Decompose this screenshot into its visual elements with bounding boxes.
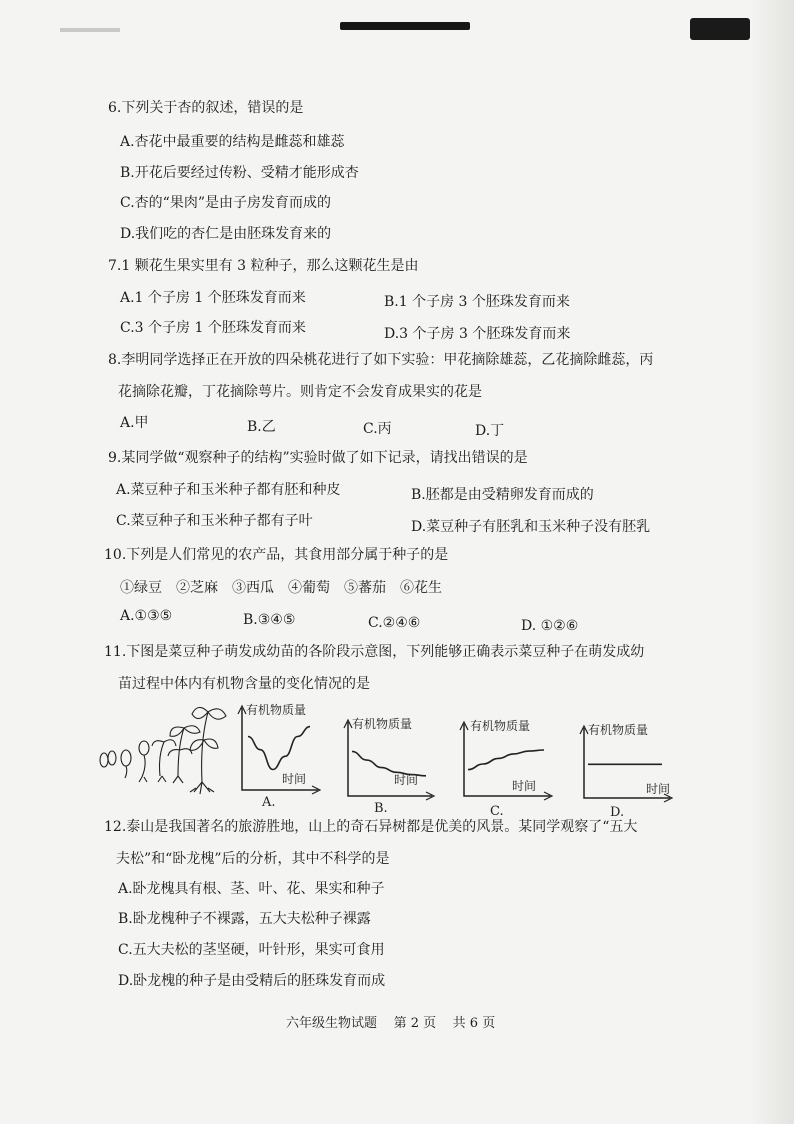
scan-shadow — [750, 0, 794, 1124]
chart-b-ylabel: 有机物质量 — [352, 717, 413, 731]
question-12-option-c: C.五大夫松的茎坚硬，叶针形，果实可食用 — [118, 942, 385, 958]
question-12-option-d: D.卧龙槐的种子是由受精后的胚珠发育而成 — [118, 973, 386, 989]
chart-d-ylabel: 有机物质量 — [588, 723, 649, 737]
chart-d-label: D. — [610, 805, 625, 820]
question-8-option-a: A.甲 — [120, 415, 149, 431]
chart-c-label: C. — [490, 804, 504, 819]
chart-c-axes — [464, 724, 550, 796]
chart-a-ylabel: 有机物质量 — [246, 703, 307, 717]
seedling-stages-illustration — [100, 707, 226, 794]
chart-b — [344, 716, 434, 816]
chart-c-xlabel: 时间 — [512, 779, 537, 793]
question-6-option-a: A.杏花中最重要的结构是雌蕊和雄蕊 — [120, 134, 345, 150]
question-9-option-a: A.菜豆种子和玉米种子都有胚和种皮 — [116, 482, 341, 498]
question-10-option-c: C.②④⑥ — [368, 615, 421, 631]
question-9-option-c: C.菜豆种子和玉米种子都有子叶 — [116, 513, 313, 529]
footer-page: 第 2 页 — [393, 1016, 437, 1031]
question-7-option-b: B.1 个子房 3 个胚珠发育而来 — [384, 294, 570, 310]
chart-a-xlabel: 时间 — [282, 772, 307, 786]
chart-d-xlabel: 时间 — [646, 782, 671, 796]
question-7-option-c: C.3 个子房 1 个胚珠发育而来 — [120, 320, 306, 336]
chart-b-arrow — [344, 720, 434, 800]
question-7-option-a: A.1 个子房 1 个胚珠发育而来 — [120, 290, 306, 306]
scan-artifact — [60, 28, 120, 32]
question-10-stem: 10.下列是人们常见的农产品，其食用部分属于种子的是 — [104, 547, 449, 563]
scan-artifact — [340, 22, 470, 30]
question-8-stem-continued: 花摘除花瓣，丁花摘除萼片。则肯定不会发育成果实的花是 — [118, 384, 482, 400]
question-12-stem-continued: 夫松”和“卧龙槐”后的分析，其中不科学的是 — [116, 851, 390, 867]
question-12-stem: 12.泰山是我国著名的旅游胜地，山上的奇石异树都是优美的风景。某同学观察了“五大 — [104, 819, 638, 835]
question-8-option-c: C.丙 — [363, 421, 392, 437]
question-6-stem: 6.下列关于杏的叙述，错误的是 — [108, 100, 304, 116]
chart-b-xlabel: 时间 — [394, 773, 419, 787]
chart-a — [238, 702, 320, 810]
question-8-option-b: B.乙 — [247, 419, 276, 435]
footer-total: 共 6 页 — [452, 1016, 496, 1031]
footer-title: 六年级生物试题 — [286, 1016, 378, 1031]
question-7-stem: 7.1 颗花生果实里有 3 粒种子，那么这颗花生是由 — [108, 258, 419, 274]
question-10-option-d: D. ①②⑥ — [521, 618, 579, 634]
chart-a-label: A. — [262, 795, 276, 810]
chart-a-axes — [242, 708, 318, 790]
question-10-items: ①绿豆 ②芝麻 ③西瓜 ④葡萄 ⑤蕃茄 ⑥花生 — [120, 580, 442, 596]
question-9-option-b: B.胚都是由受精卵发育而成的 — [411, 487, 594, 503]
question-11-stem-continued: 苗过程中体内有机物含量的变化情况的是 — [118, 676, 370, 692]
question-6-option-d: D.我们吃的杏仁是由胚珠发育来的 — [120, 226, 332, 242]
page-footer — [286, 1012, 495, 1031]
question-11-stem: 11.下图是菜豆种子萌发成幼苗的各阶段示意图，下列能够正确表示菜豆种子在萌发成幼 — [104, 644, 645, 660]
chart-c — [460, 718, 552, 819]
question-12-option-b: B.卧龙槐种子不裸露，五大夫松种子裸露 — [118, 911, 371, 927]
chart-c-series-line — [468, 750, 544, 770]
chart-b-axes — [348, 722, 432, 796]
chart-b-label: B. — [374, 801, 388, 816]
question-6-option-b: B.开花后要经过传粉、受精才能形成杏 — [120, 165, 359, 181]
chart-a-series-line — [248, 727, 310, 770]
chart-c-arrow — [460, 722, 552, 800]
germination-figure — [98, 700, 678, 825]
question-10-option-a: A.①③⑤ — [120, 608, 173, 624]
question-8-stem: 8.李明同学选择正在开放的四朵桃花进行了如下实验：甲花摘除雄蕊，乙花摘除雌蕊，丙 — [108, 352, 654, 368]
question-9-option-d: D.菜豆种子有胚乳和玉米种子没有胚乳 — [411, 519, 651, 535]
question-10-option-b: B.③④⑤ — [243, 612, 296, 628]
question-8-option-d: D.丁 — [475, 423, 505, 439]
question-12-option-a: A.卧龙槐具有根、茎、叶、花、果实和种子 — [118, 881, 385, 897]
chart-a-arrow — [238, 706, 320, 794]
question-9-stem: 9.某同学做“观察种子的结构”实验时做了如下记录，请找出错误的是 — [108, 450, 528, 466]
question-6-option-c: C.杏的“果肉”是由子房发育而成的 — [120, 195, 331, 211]
scan-artifact — [690, 18, 750, 40]
question-7-option-d: D.3 个子房 3 个胚珠发育而来 — [384, 326, 571, 342]
chart-c-ylabel: 有机物质量 — [470, 719, 531, 733]
chart-d — [580, 722, 672, 820]
